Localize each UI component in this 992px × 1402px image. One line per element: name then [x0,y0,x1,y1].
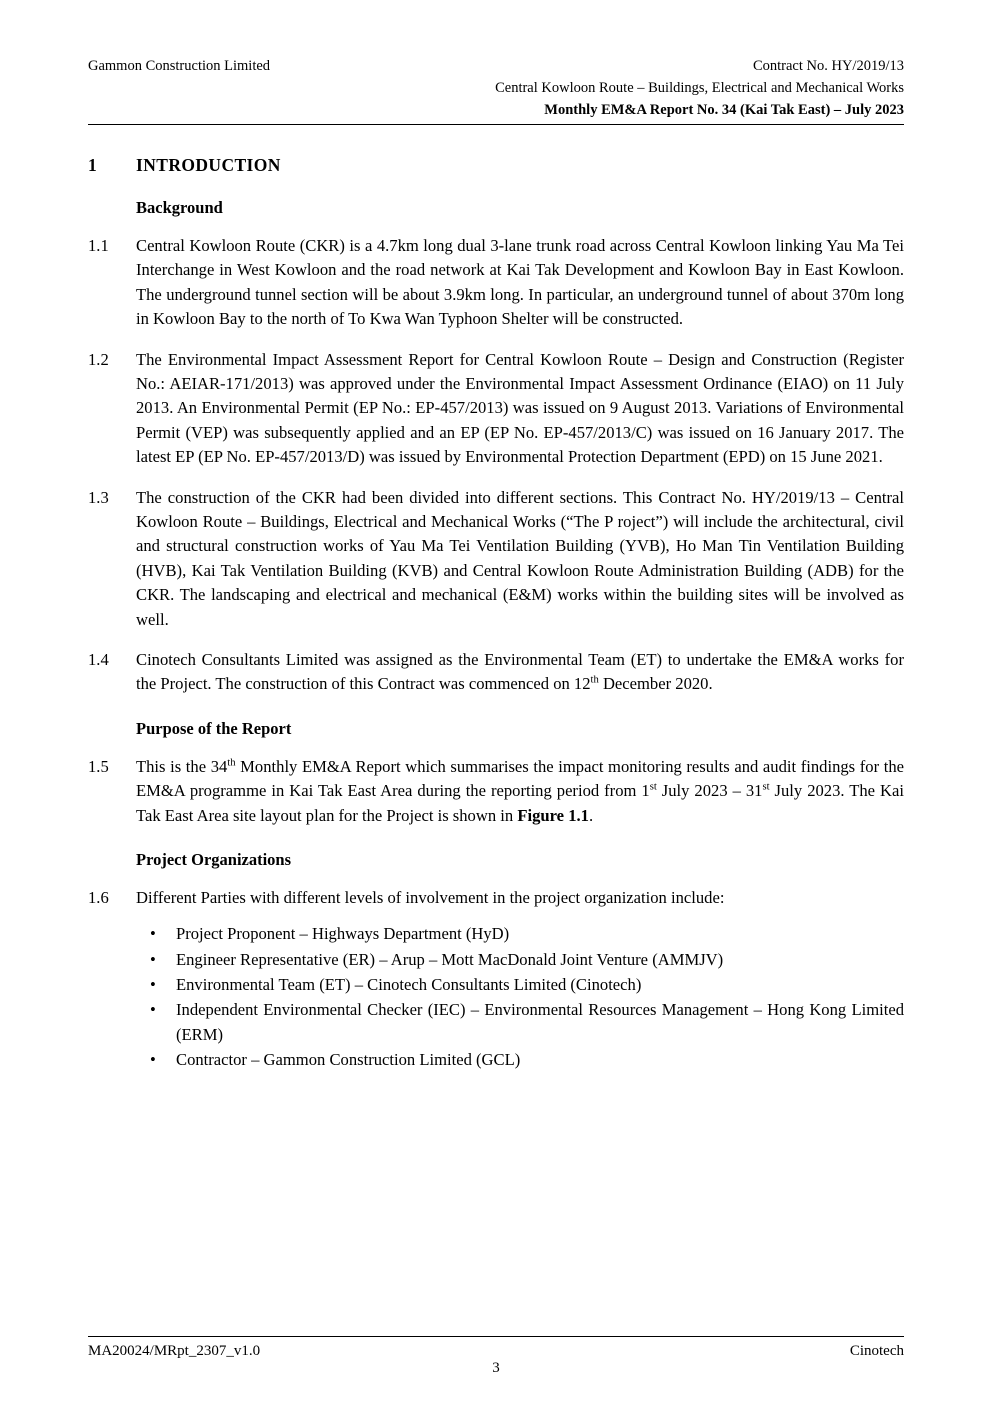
footer-divider [88,1336,904,1337]
subheading-background: Background [136,198,223,218]
bullet-icon: • [150,924,156,944]
list-item-label: Environmental Team (ET) – Cinotech Consultants Limited (Cinotech) [176,975,642,995]
bullet-icon: • [150,1000,156,1020]
list-item-label: Independent Environmental Checker (IEC) – Environmental Resources Management – Hong Kong Limited (ERM) [176,1000,904,1044]
header-report-line: Monthly EM&A Report No. 34 (Kai Tak East) – July 2023 [544,102,904,119]
paragraph-text-part: . [588,805,594,825]
list-item-label: Contractor – Gammon Construction Limited (GCL) [176,1050,521,1070]
project-parties-list [88,922,904,1072]
paragraph-1-3 [88,486,904,632]
paragraph-text-part: Monthly EM&A Report which summarises the impact monitoring results and audit findings for the EM&A programme in Kai Tak East Area during the reporting period from 1 [136,756,904,801]
paragraph-1-1 [88,234,904,332]
superscript-ordinal: th [590,674,599,686]
list-item-label: Engineer Representative (ER) – Arup – Mott MacDonald Joint Venture (AMMJV) [176,949,724,969]
paragraph-1-2 [88,348,904,470]
paragraph-text-part: July 2023 – 31 [656,781,763,801]
paragraph-text [136,755,904,828]
page-footer [88,1336,904,1376]
list-item-label: Project Proponent – Highways Department (HyD) [176,924,510,944]
paragraph-1-4 [88,648,904,697]
superscript-ordinal: st [649,781,657,793]
paragraph-number: 1.6 [88,887,109,907]
bullet-icon: • [150,975,156,995]
footer-doc-ref: MA20024/MRpt_2307_v1.0 [88,1343,261,1359]
figure-reference: Figure 1.1 [517,805,589,825]
section-title: INTRODUCTION [136,155,281,176]
paragraph-text: Central Kowloon Route (CKR) is a 4.7km long dual 3-lane trunk road across Central Kowloon linking Yau Ma Tei Interchange in West Kowloon and the road network at Kai Tak Development and Kowloon Bay in East Kowloon. The underground tunnel section will be about 3.9km long. In particular, an underground tunnel of about 370m long in Kowloon Bay to the north of To Kwa Wan Typhoon Shelter will be constructed. [136,236,904,329]
paragraph-number: 1.2 [88,349,109,369]
section-heading [88,155,904,176]
superscript-ordinal: th [227,757,236,769]
paragraph-text: The construction of the CKR had been divided into different sections. This Contract No. HY/2019/13 – Central Kowloon Route – Buildings, Electrical and Mechanical Works (“The P roject”) will include the architectural, civil and structural construction works of Yau Ma Tei Ventilation Building (YVB), Ho Man Tin Ventilation Building (HVB), Kai Tak Ventilation Building (KVB) and Central Kowloon Route Administration Building (ADB) for the CKR. The landscaping and electrical and mechanical (E&M) works within the building sites will be involved as well. [136,487,904,629]
header-right-block [270,55,904,121]
paragraph-text-part: July 2023. The Kai Tak East Area site layout plan for the Project is shown in [136,781,904,825]
paragraph-1-6 [88,886,904,910]
header-company: Gammon Construction Limited [88,58,271,74]
list-item [150,922,904,946]
subheading-project-organizations: Project Organizations [136,849,292,869]
bullet-icon: • [150,1050,156,1070]
paragraph-text-part: Cinotech Consultants Limited was assigned as the Environmental Team (ET) to undertake the EM&A works for the Project. The construction of this Contract was commenced on 12 [136,649,904,694]
paragraph-text: Different Parties with different levels of involvement in the project organization include: [136,887,725,907]
footer-company: Cinotech [849,1343,904,1359]
list-item [150,1048,904,1072]
paragraph-number: 1.1 [88,236,109,256]
footer-page-number: 3 [492,1360,500,1376]
paragraph-text: The Environmental Impact Assessment Report for Central Kowloon Route – Design and Construction (Register No.: AEIAR-171/2013) was approved under the Environmental Impact Assessment Ordinance (EIAO) on 11 July 2013. An Environmental Permit (EP No.: EP-457/2013) was issued on 9 August 2013. Variations of Environmental Permit (VEP) was subsequently applied and an EP (EP No. EP-457/2013/C) was issued on 16 January 2017. The latest EP (EP No. EP-457/2013/D) was issued by Environmental Protection Department (EPD) on 15 June 2021. [136,349,904,467]
bullet-icon: • [150,949,156,969]
page-header [88,55,904,125]
subheading-purpose: Purpose of the Report [136,718,292,738]
paragraph-1-5 [88,755,904,828]
header-contract-no: Contract No. HY/2019/13 [752,58,904,74]
paragraph-number: 1.5 [88,756,109,776]
paragraph-text-part: December 2020. [598,674,713,694]
paragraph-text-part: This is the 34 [136,756,228,776]
list-item [150,973,904,997]
section-number: 1 [88,155,98,176]
superscript-ordinal: st [762,781,770,793]
paragraph-number: 1.3 [88,487,109,507]
list-item [150,948,904,972]
paragraph-number: 1.4 [88,649,109,669]
header-contract-title: Central Kowloon Route – Buildings, Electrical and Mechanical Works [495,80,904,97]
list-item [150,998,904,1047]
paragraph-text [136,648,904,697]
